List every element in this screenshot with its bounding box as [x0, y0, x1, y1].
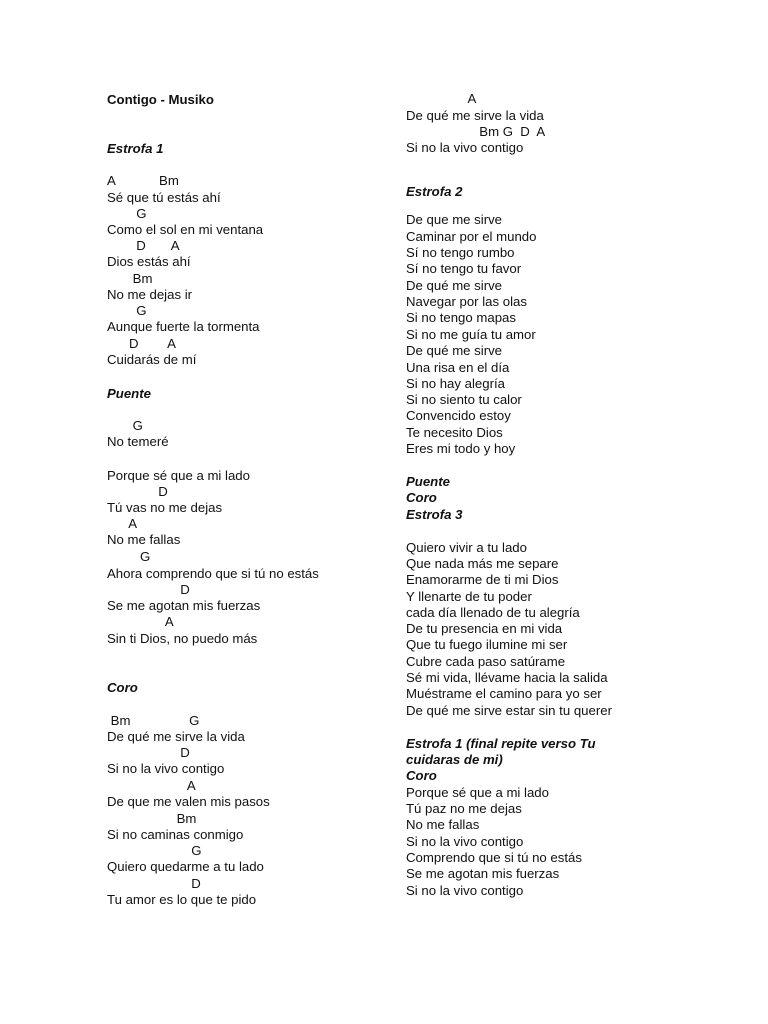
chord-line: A Bm: [107, 173, 179, 188]
section-heading: Coro: [406, 768, 437, 783]
section-heading: Coro: [107, 680, 138, 695]
lyric-line: Se me agotan mis fuerzas: [107, 598, 261, 613]
lyric-line: Comprendo que si tú no estás: [406, 850, 582, 865]
lyric-line: Aunque fuerte la tormenta: [107, 319, 260, 334]
lyric-line: Si no hay alegría: [406, 376, 505, 391]
section-heading: Puente: [406, 474, 450, 489]
lyric-line: No me fallas: [406, 817, 480, 832]
lyric-line: Se me agotan mis fuerzas: [406, 866, 560, 881]
section-heading: Coro: [406, 490, 437, 505]
lyric-line: Si no caminas conmigo: [107, 827, 244, 842]
chord-line: Bm G: [107, 713, 200, 728]
lyric-line: Navegar por las olas: [406, 294, 527, 309]
lyric-line: Cuidarás de mí: [107, 352, 197, 367]
lyric-line: Ahora comprendo que si tú no estás: [107, 566, 319, 581]
lyric-line: Tu amor es lo que te pido: [107, 892, 257, 907]
lyric-line: Sí no tengo rumbo: [406, 245, 515, 260]
lyric-line: Si no me guía tu amor: [406, 327, 536, 342]
lyric-line: Quiero vivir a tu lado: [406, 540, 527, 555]
chord-line: Bm: [107, 271, 153, 286]
section-heading: Estrofa 1 (final repite verso Tu: [406, 736, 596, 751]
chord-line: D A: [107, 238, 180, 253]
lyric-line: Y llenarte de tu poder: [406, 589, 532, 604]
chord-line: D: [107, 876, 201, 891]
lyric-line: De tu presencia en mi vida: [406, 621, 563, 636]
lyric-line: Si no la vivo contigo: [107, 761, 225, 776]
section-heading: Estrofa 1: [107, 141, 164, 156]
chord-line: Bm: [107, 811, 197, 826]
lyric-line: Sí no tengo tu favor: [406, 261, 522, 276]
chord-line: A: [406, 91, 477, 106]
chord-line: G: [107, 549, 151, 564]
lyric-line: Como el sol en mi ventana: [107, 222, 264, 237]
lyric-line: Sin ti Dios, no puedo más: [107, 631, 258, 646]
lyric-line: Una risa en el día: [406, 360, 510, 375]
section-heading: cuidaras de mi): [406, 752, 503, 767]
lyric-line: cada día llenado de tu alegría: [406, 605, 580, 620]
lyric-line: Caminar por el mundo: [406, 229, 537, 244]
lyric-line: De qué me sirve la vida: [406, 108, 544, 123]
chord-line: A: [107, 778, 196, 793]
lyric-line: Si no la vivo contigo: [406, 834, 524, 849]
lyric-line: Sé mi vida, llévame hacia la salida: [406, 670, 608, 685]
chord-line: G: [107, 303, 147, 318]
lyric-line: No temeré: [107, 434, 169, 449]
lyric-line: Porque sé que a mi lado: [107, 468, 250, 483]
chord-line: D: [107, 484, 168, 499]
chord-line: G: [107, 206, 147, 221]
lyric-line: Muéstrame el camino para yo ser: [406, 686, 602, 701]
lyric-line: Dios estás ahí: [107, 254, 191, 269]
lyric-line: Porque sé que a mi lado: [406, 785, 549, 800]
chord-line: A: [107, 516, 138, 531]
lyric-line: Si no siento tu calor: [406, 392, 522, 407]
lyric-line: Convencido estoy: [406, 408, 511, 423]
lyric-line: De que me sirve: [406, 212, 503, 227]
chord-line: D A: [107, 336, 176, 351]
chord-line: A: [107, 614, 174, 629]
lyric-line: Que tu fuego ilumine mi ser: [406, 637, 568, 652]
lyric-line: Quiero quedarme a tu lado: [107, 859, 264, 874]
chord-line: D: [107, 745, 190, 760]
lyric-line: De qué me sirve la vida: [107, 729, 245, 744]
lyric-line: Tú paz no me dejas: [406, 801, 522, 816]
lyric-line: Tú vas no me dejas: [107, 500, 223, 515]
lyric-line: Te necesito Dios: [406, 425, 503, 440]
chord-line: G: [107, 418, 143, 433]
section-heading: Estrofa 3: [406, 507, 463, 522]
song-title: Contigo - Musiko: [107, 92, 214, 107]
lyric-line: De que me valen mis pasos: [107, 794, 270, 809]
lyric-line: No me dejas ir: [107, 287, 193, 302]
lyric-line: De qué me sirve: [406, 343, 503, 358]
lyric-line: Eres mi todo y hoy: [406, 441, 516, 456]
section-heading: Estrofa 2: [406, 184, 463, 199]
lyric-line: No me fallas: [107, 532, 181, 547]
chord-line: G: [107, 843, 202, 858]
lyric-line: Sé que tú estás ahí: [107, 190, 221, 205]
lyric-line: Si no la vivo contigo: [406, 883, 524, 898]
lyric-line: Si no la vivo contigo: [406, 140, 524, 155]
section-heading: Puente: [107, 386, 151, 401]
lyric-line: De qué me sirve: [406, 278, 503, 293]
lyric-line: Enamorarme de ti mi Dios: [406, 572, 559, 587]
lyric-line: De qué me sirve estar sin tu querer: [406, 703, 612, 718]
lyric-line: Si no tengo mapas: [406, 310, 516, 325]
lyric-line: Cubre cada paso satúrame: [406, 654, 566, 669]
chord-line: Bm G D A: [406, 124, 546, 139]
chord-line: D: [107, 582, 190, 597]
lyric-line: Que nada más me separe: [406, 556, 559, 571]
